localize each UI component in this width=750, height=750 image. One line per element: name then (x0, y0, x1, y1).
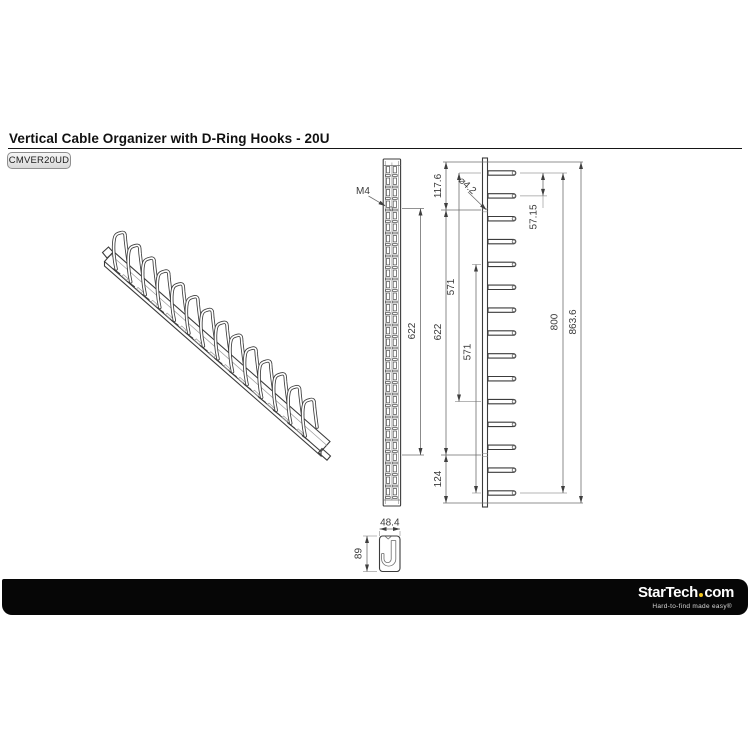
front-slot-band (386, 221, 391, 223)
front-slot-band (386, 336, 391, 338)
front-slot (393, 305, 396, 311)
front-slot (393, 408, 396, 414)
dim-124: 124 (433, 470, 444, 488)
side-hook-tip (512, 194, 515, 197)
front-slot-band (393, 255, 398, 257)
side-hook (488, 239, 516, 243)
dim-8636: 863.6 (568, 309, 579, 335)
front-slot-band (386, 255, 391, 257)
front-slot-band (393, 382, 398, 384)
front-slot-band (386, 278, 391, 280)
front-slot-band (386, 232, 391, 234)
front-slot-band (393, 232, 398, 234)
front-slot-band (386, 370, 391, 372)
front-slot (386, 293, 389, 299)
front-slot-band (386, 497, 391, 499)
front-slot-band (386, 347, 391, 349)
front-slot (386, 477, 389, 483)
side-hook-tip (512, 240, 515, 243)
front-slot-band (393, 347, 398, 349)
dim-571b: 571 (462, 343, 474, 361)
side-hook (488, 285, 516, 289)
front-slot-band (386, 324, 391, 326)
front-slot-band (386, 393, 391, 395)
front-slot (386, 443, 389, 449)
side-hook (488, 422, 516, 426)
side-hook (488, 377, 516, 381)
front-slot (393, 477, 396, 483)
front-slot (393, 282, 396, 288)
front-slot-band (386, 416, 391, 418)
front-slot (393, 213, 396, 219)
section-top-notch (385, 536, 391, 539)
side-hook (488, 308, 516, 312)
front-slot (393, 293, 396, 299)
front-slot-band (386, 175, 391, 177)
front-slot-band (386, 186, 391, 188)
front-slot-band (386, 451, 391, 453)
front-slot (386, 236, 389, 242)
front-slot (393, 247, 396, 253)
front-slot-band (393, 428, 398, 430)
front-slot (386, 397, 389, 403)
front-slot (386, 328, 389, 334)
logo-text-star: StarTech (637, 584, 698, 601)
dim-800: 800 (549, 313, 561, 331)
front-slot (393, 201, 396, 207)
front-slot-band (386, 267, 391, 269)
front-slot-band (386, 290, 391, 292)
front-slot (386, 178, 389, 184)
side-hook-tip (512, 331, 515, 334)
front-slot (386, 489, 389, 495)
front-slot-band (386, 474, 391, 476)
logo-dot-icon (699, 593, 704, 598)
front-slot-band (393, 462, 398, 464)
section-view (354, 518, 401, 572)
side-hook-tip (512, 171, 515, 174)
side-hook (488, 354, 516, 358)
front-slot-band (393, 209, 398, 211)
front-slot-band (386, 382, 391, 384)
front-slot-band (393, 370, 398, 372)
section-channel-inner (384, 541, 391, 563)
footer-bar (2, 579, 748, 615)
front-slot (386, 259, 389, 265)
footer-tagline: Hard-to-find made easy® (652, 603, 732, 610)
front-slot-band (393, 474, 398, 476)
front-slot (386, 408, 389, 414)
front-slot (393, 178, 396, 184)
side-hook (488, 194, 516, 198)
dim-484: 48.4 (380, 517, 400, 529)
side-hook (488, 468, 516, 472)
front-slot (386, 454, 389, 460)
front-slot-band (393, 393, 398, 395)
dim-571a: 571 (446, 278, 457, 296)
side-hook (488, 262, 516, 266)
front-slot-band (393, 278, 398, 280)
front-slot-band (393, 186, 398, 188)
dim-label-m4: M4 (356, 186, 370, 197)
front-slot (386, 282, 389, 288)
front-slot (393, 270, 396, 276)
front-slot (386, 431, 389, 437)
front-slot (386, 270, 389, 276)
front-slot (393, 362, 396, 368)
iso-d-ring-hook (111, 232, 129, 274)
front-slot (393, 224, 396, 230)
front-slot (393, 397, 396, 403)
front-slot-band (386, 405, 391, 407)
front-slot-band (386, 359, 391, 361)
side-d-ring-hooks (488, 171, 516, 495)
front-slot-band (386, 301, 391, 303)
sku-badge: CMVER20UD (7, 152, 71, 169)
front-slot (386, 213, 389, 219)
front-slot-band (393, 290, 398, 292)
side-hook-tip (512, 354, 515, 357)
front-slot-band (386, 439, 391, 441)
front-slot (393, 236, 396, 242)
side-hook-tip (512, 446, 515, 449)
side-rail-bar (483, 158, 488, 507)
side-hook-tip (512, 469, 515, 472)
side-hook (488, 491, 516, 495)
front-slot-band (393, 198, 398, 200)
front-slot-band (393, 313, 398, 315)
front-slot (386, 420, 389, 426)
front-rail-slots (386, 167, 398, 499)
page-title: Vertical Cable Organizer with D-Ring Hooks - 20U (9, 131, 330, 146)
front-slot (386, 316, 389, 322)
front-slot-band (386, 485, 391, 487)
front-slot-band (393, 336, 398, 338)
dim-622-side: 622 (433, 323, 444, 341)
front-slot (386, 201, 389, 207)
front-slot-band (386, 198, 391, 200)
front-slot (393, 259, 396, 265)
iso-d-ring-hooks (111, 232, 318, 441)
front-slot (386, 339, 389, 345)
front-slot (393, 328, 396, 334)
front-slot-band (393, 301, 398, 303)
front-slot (386, 385, 389, 391)
front-slot-band (393, 267, 398, 269)
side-view (433, 158, 583, 507)
side-hook-tip (512, 309, 515, 312)
side-hook (488, 217, 516, 221)
front-slot (386, 351, 389, 357)
front-slot-band (393, 497, 398, 499)
side-hook-tip (512, 423, 515, 426)
side-hook-tip (512, 400, 515, 403)
iso-rail-end-foot-right (319, 449, 331, 461)
front-slot (393, 420, 396, 426)
side-hook-tip (512, 217, 515, 220)
front-slot-band (393, 175, 398, 177)
front-slot (386, 247, 389, 253)
front-slot (386, 362, 389, 368)
front-slot (393, 385, 396, 391)
front-slot (393, 167, 396, 173)
side-hook (488, 399, 516, 403)
front-slot (386, 224, 389, 230)
front-slot-band (393, 405, 398, 407)
front-slot (393, 454, 396, 460)
front-slot (386, 305, 389, 311)
front-slot (393, 466, 396, 472)
side-hook (488, 331, 516, 335)
front-slot (393, 190, 396, 196)
side-hook-tip (512, 491, 515, 494)
front-slot (386, 466, 389, 472)
side-hook (488, 445, 516, 449)
front-slot (386, 167, 389, 173)
iso-view (103, 232, 331, 460)
front-slot-band (386, 244, 391, 246)
side-hook-tip (512, 263, 515, 266)
front-slot (393, 443, 396, 449)
dim-dia: ⌀4.2 (455, 175, 479, 197)
front-slot-band (386, 428, 391, 430)
front-slot-band (393, 324, 398, 326)
front-slot-band (393, 221, 398, 223)
dim-5715: 57.15 (528, 204, 540, 230)
front-slot-band (386, 462, 391, 464)
front-slot-band (393, 416, 398, 418)
front-slot-band (393, 359, 398, 361)
side-hook-tip (512, 286, 515, 289)
front-slot (393, 351, 396, 357)
front-slot-band (393, 451, 398, 453)
front-slot (393, 489, 396, 495)
front-slot-band (393, 439, 398, 441)
front-slot-band (386, 313, 391, 315)
front-slot (393, 374, 396, 380)
dim-117: 117.6 (433, 173, 444, 199)
front-slot (393, 339, 396, 345)
front-slot-band (393, 485, 398, 487)
front-slot (393, 431, 396, 437)
dim-622-front: 622 (407, 322, 418, 340)
startech-logo (638, 584, 734, 601)
front-slot (386, 190, 389, 196)
side-hook-tip (512, 377, 515, 380)
front-view (356, 159, 424, 506)
front-slot (393, 316, 396, 322)
dim-89: 89 (353, 547, 365, 560)
logo-text-com: com (704, 584, 734, 601)
front-slot-band (393, 244, 398, 246)
front-slot (386, 374, 389, 380)
side-hook (488, 171, 516, 175)
